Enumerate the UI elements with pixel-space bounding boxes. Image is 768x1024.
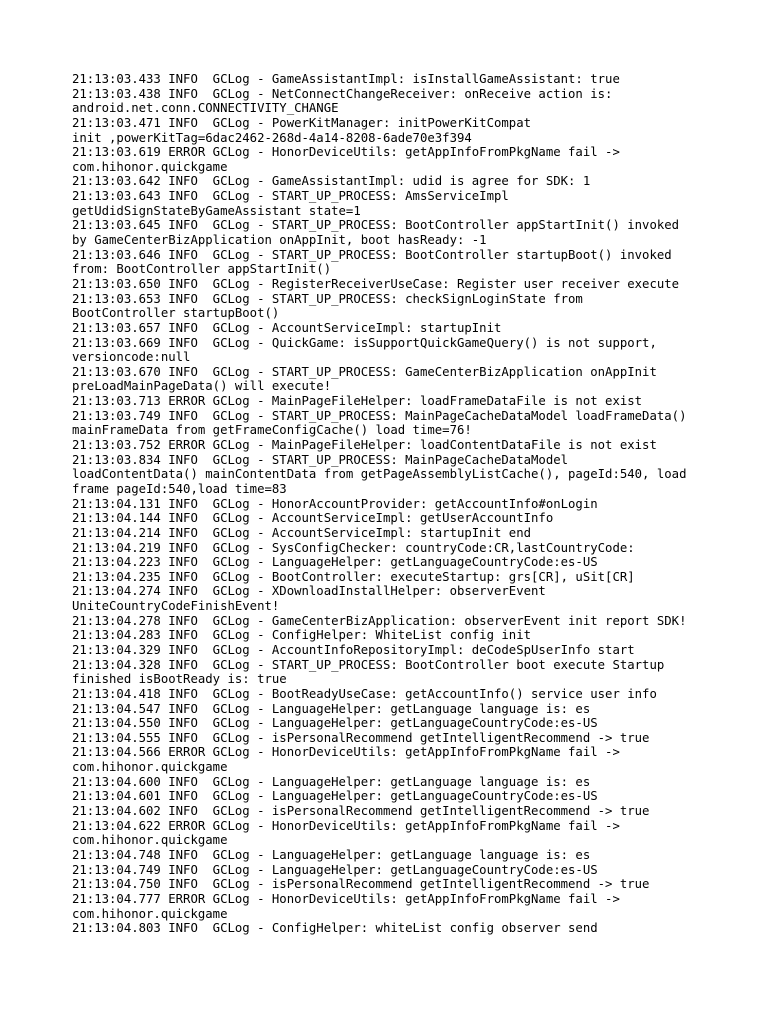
log-line: 21:13:03.834 INFO GCLog - START_UP_PROCESS: MainPageCacheDataModel — [72, 452, 569, 467]
log-line: 21:13:04.219 INFO GCLog - SysConfigChecker: countryCode:CR,lastCountryCode: — [72, 540, 635, 555]
log-line: 21:13:04.223 INFO GCLog - LanguageHelper: getLanguageCountryCode:es-US — [72, 555, 598, 570]
log-line: 21:13:04.547 INFO GCLog - LanguageHelper: getLanguage language is: es — [72, 701, 591, 716]
log-line: 21:13:03.653 INFO GCLog - START_UP_PROCESS: checkSignLoginState from — [72, 291, 583, 306]
log-line: 21:13:04.274 INFO GCLog - XDownloadInstallHelper: observerEvent — [72, 584, 546, 599]
log-line: com.hihonor.quickgame — [72, 760, 228, 775]
log-line: 21:13:03.642 INFO GCLog - GameAssistantImpl: udid is agree for SDK: 1 — [72, 174, 591, 189]
log-line: 21:13:04.214 INFO GCLog - AccountServiceImpl: startupInit end — [72, 525, 532, 540]
log-line: 21:13:04.550 INFO GCLog - LanguageHelper: getLanguageCountryCode:es-US — [72, 716, 598, 731]
log-line: 21:13:04.566 ERROR GCLog - HonorDeviceUtils: getAppInfoFromPkgName fail -> — [72, 745, 620, 760]
log-line: 21:13:04.750 INFO GCLog - isPersonalRecommend getIntelligentRecommend -> true — [72, 877, 650, 892]
log-line: 21:13:04.235 INFO GCLog - BootController: executeStartup: grs[CR], uSit[CR] — [72, 569, 635, 584]
log-line: 21:13:04.748 INFO GCLog - LanguageHelper: getLanguage language is: es — [72, 847, 591, 862]
log-line: 21:13:04.602 INFO GCLog - isPersonalRecommend getIntelligentRecommend -> true — [72, 804, 650, 819]
log-line: 21:13:03.646 INFO GCLog - START_UP_PROCESS: BootController startupBoot() invoked — [72, 247, 672, 262]
log-line: 21:13:04.144 INFO GCLog - AccountServiceImpl: getUserAccountInfo — [72, 511, 554, 526]
log-line: init ,powerKitTag=6dac2462-268d-4a14-8208-6ade70e3f394 — [72, 130, 472, 145]
log-line: 21:13:03.645 INFO GCLog - START_UP_PROCESS: BootController appStartInit() invoked — [72, 218, 680, 233]
log-line: getUdidSignStateByGameAssistant state=1 — [72, 203, 361, 218]
log-line: 21:13:03.657 INFO GCLog - AccountServiceImpl: startupInit — [72, 320, 502, 335]
log-line: 21:13:03.471 INFO GCLog - PowerKitManager: initPowerKitCompat — [72, 115, 532, 130]
log-line: 21:13:03.650 INFO GCLog - RegisterReceiverUseCase: Register user receiver execute — [72, 276, 680, 291]
log-line: 21:13:04.600 INFO GCLog - LanguageHelper: getLanguage language is: es — [72, 774, 591, 789]
log-line: versioncode:null — [72, 350, 191, 365]
log-line: 21:13:04.131 INFO GCLog - HonorAccountProvider: getAccountInfo#onLogin — [72, 496, 598, 511]
log-line: frame pageId:540,load time=83 — [72, 481, 287, 496]
log-line: 21:13:03.749 INFO GCLog - START_UP_PROCESS: MainPageCacheDataModel loadFrameData() — [72, 408, 687, 423]
log-line: 21:13:04.601 INFO GCLog - LanguageHelper: getLanguageCountryCode:es-US — [72, 789, 598, 804]
log-line: 21:13:04.622 ERROR GCLog - HonorDeviceUtils: getAppInfoFromPkgName fail -> — [72, 818, 620, 833]
log-line: 21:13:03.752 ERROR GCLog - MainPageFileHelper: loadContentDataFile is not exist — [72, 438, 657, 453]
log-line: preLoadMainPageData() will execute! — [72, 379, 332, 394]
log-line: 21:13:04.278 INFO GCLog - GameCenterBizApplication: observerEvent init report SDK! — [72, 613, 687, 628]
log-line: loadContentData() mainContentData from getPageAssemblyListCache(), pageId:540, load — [72, 467, 687, 482]
log-line: 21:13:03.713 ERROR GCLog - MainPageFileHelper: loadFrameDataFile is not exist — [72, 394, 643, 409]
log-line: 21:13:03.619 ERROR GCLog - HonorDeviceUtils: getAppInfoFromPkgName fail -> — [72, 145, 620, 160]
log-line: 21:13:03.669 INFO GCLog - QuickGame: isSupportQuickGameQuery() is not support, — [72, 335, 657, 350]
log-line: 21:13:04.283 INFO GCLog - ConfigHelper: WhiteList config init — [72, 628, 532, 643]
log-line: BootController startupBoot() — [72, 306, 280, 321]
log-line: by GameCenterBizApplication onAppInit, boot hasReady: -1 — [72, 233, 487, 248]
log-line: 21:13:04.749 INFO GCLog - LanguageHelper: getLanguageCountryCode:es-US — [72, 862, 598, 877]
log-line: 21:13:03.438 INFO GCLog - NetConnectChangeReceiver: onReceive action is: — [72, 86, 613, 101]
log-line: 21:13:03.433 INFO GCLog - GameAssistantImpl: isInstallGameAssistant: true — [72, 72, 620, 86]
log-line: 21:13:03.643 INFO GCLog - START_UP_PROCESS: AmsServiceImpl — [72, 189, 509, 204]
log-line: 21:13:03.670 INFO GCLog - START_UP_PROCESS: GameCenterBizApplication onAppInit — [72, 364, 657, 379]
log-line: 21:13:04.777 ERROR GCLog - HonorDeviceUtils: getAppInfoFromPkgName fail -> — [72, 891, 620, 906]
log-document — [72, 72, 712, 936]
log-line: 21:13:04.329 INFO GCLog - AccountInfoRepositoryImpl: deCodeSpUserInfo start — [72, 642, 635, 657]
log-line: android.net.conn.CONNECTIVITY_CHANGE — [72, 101, 339, 116]
log-line: 21:13:04.418 INFO GCLog - BootReadyUseCase: getAccountInfo() service user info — [72, 686, 657, 701]
log-line: UniteCountryCodeFinishEvent! — [72, 599, 280, 614]
log-line: 21:13:04.803 INFO GCLog - ConfigHelper: whiteList config observer send — [72, 921, 598, 936]
log-line: 21:13:04.328 INFO GCLog - START_UP_PROCESS: BootController boot execute Startup — [72, 657, 665, 672]
log-line: com.hihonor.quickgame — [72, 906, 228, 921]
log-line: mainFrameData from getFrameConfigCache() load time=76! — [72, 423, 472, 438]
log-line: com.hihonor.quickgame — [72, 159, 228, 174]
log-line: 21:13:04.555 INFO GCLog - isPersonalRecommend getIntelligentRecommend -> true — [72, 730, 650, 745]
log-line: finished isBootReady is: true — [72, 672, 287, 687]
log-line: com.hihonor.quickgame — [72, 833, 228, 848]
log-line: from: BootController appStartInit() — [72, 262, 332, 277]
